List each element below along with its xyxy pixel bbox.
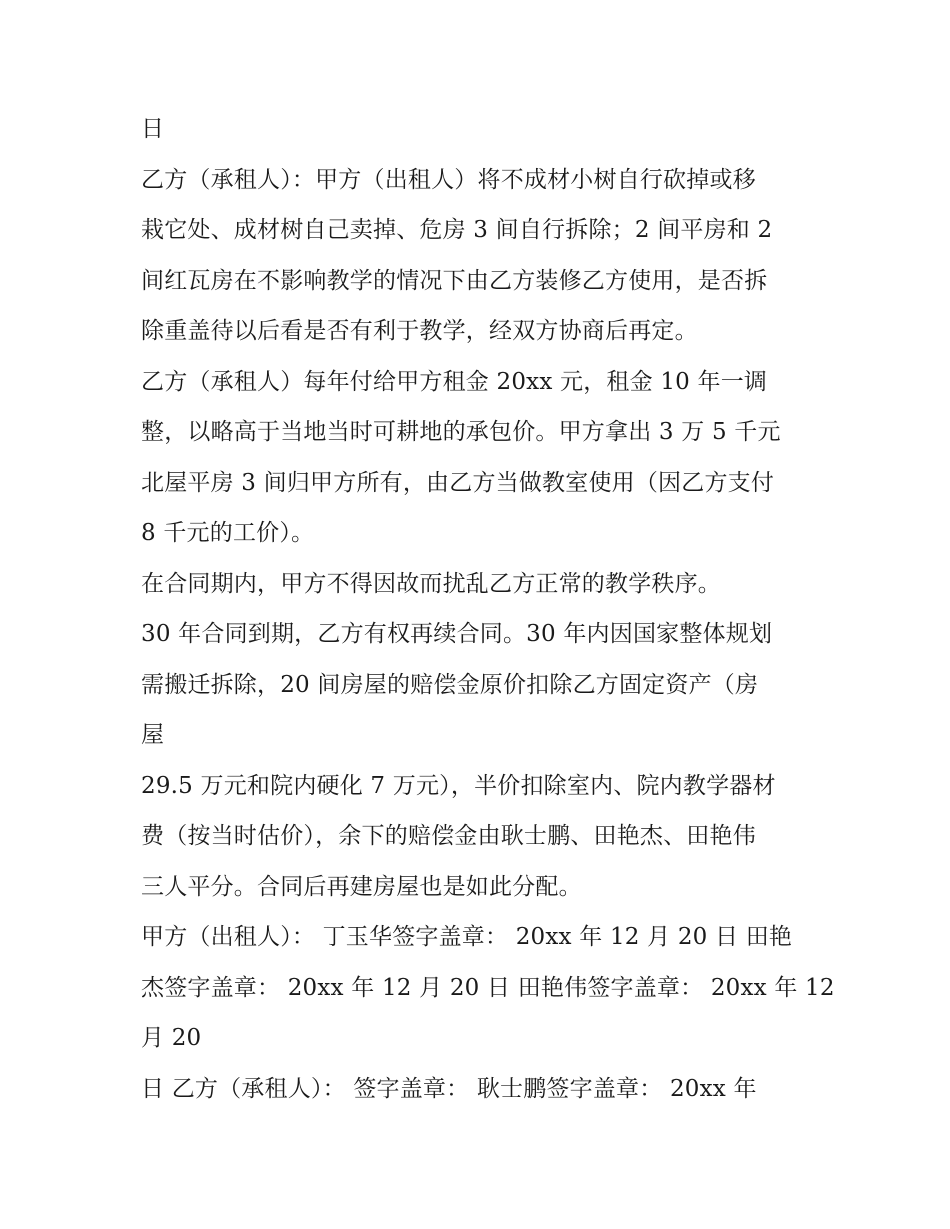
text-line: 乙方（承租人）：甲方（出租人）将不成材小树自行砍掉或移 bbox=[141, 166, 756, 193]
text-line: 屋 bbox=[141, 722, 165, 748]
text-line: 需搬迁拆除，20 间房屋的赔偿金原价扣除乙方固定资产（房 bbox=[141, 671, 759, 698]
text-line: 甲方（出租人）： 丁玉华签字盖章： 20xx 年 12 月 20 日 田艳 bbox=[141, 924, 793, 950]
contract-text bbox=[141, 104, 835, 1114]
text-line: 三人平分。合同后再建房屋也是如此分配。 bbox=[141, 873, 582, 900]
text-line: 30 年合同到期，乙方有权再续合同。30 年内因国家整体规划 bbox=[141, 621, 773, 647]
text-line: 北屋平房 3 间归甲方所有，由乙方当做教室使用（因乙方支付 bbox=[141, 469, 775, 496]
text-line: 在合同期内，甲方不得因故而扰乱乙方正常的教学秩序。 bbox=[141, 570, 721, 597]
text-line: 栽它处、成材树自己卖掉、危房 3 间自行拆除；2 间平房和 2 bbox=[141, 217, 773, 243]
text-line: 日 乙方（承租人）： 签字盖章： 耿士鹏签字盖章： 20xx 年 bbox=[141, 1075, 757, 1102]
text-line: 29.5 万元和院内硬化 7 万元），半价扣除室内、院内教学器材 bbox=[141, 772, 776, 799]
text-line: 乙方（承租人）每年付给甲方租金 20xx 元，租金 10 年一调 bbox=[141, 368, 768, 395]
text-line: 费（按当时估价），余下的赔偿金由耿士鹏、田艳杰、田艳伟 bbox=[141, 823, 756, 849]
text-line: 8 千元的工价）。 bbox=[141, 520, 315, 546]
text-line: 整，以略高于当地当时可耕地的承包价。甲方拿出 3 万 5 千元 bbox=[141, 419, 781, 445]
text-line: 日 bbox=[141, 116, 165, 142]
text-line: 间红瓦房在不影响教学的情况下由乙方装修乙方使用，是否拆 bbox=[141, 267, 768, 294]
text-line: 除重盖待以后看是否有利于教学，经双方协商后再定。 bbox=[141, 318, 698, 344]
text-line: 杰签字盖章： 20xx 年 12 月 20 日 田艳伟签字盖章： 20xx 年 12 bbox=[141, 974, 835, 1001]
text-line: 月 20 bbox=[141, 1025, 202, 1051]
